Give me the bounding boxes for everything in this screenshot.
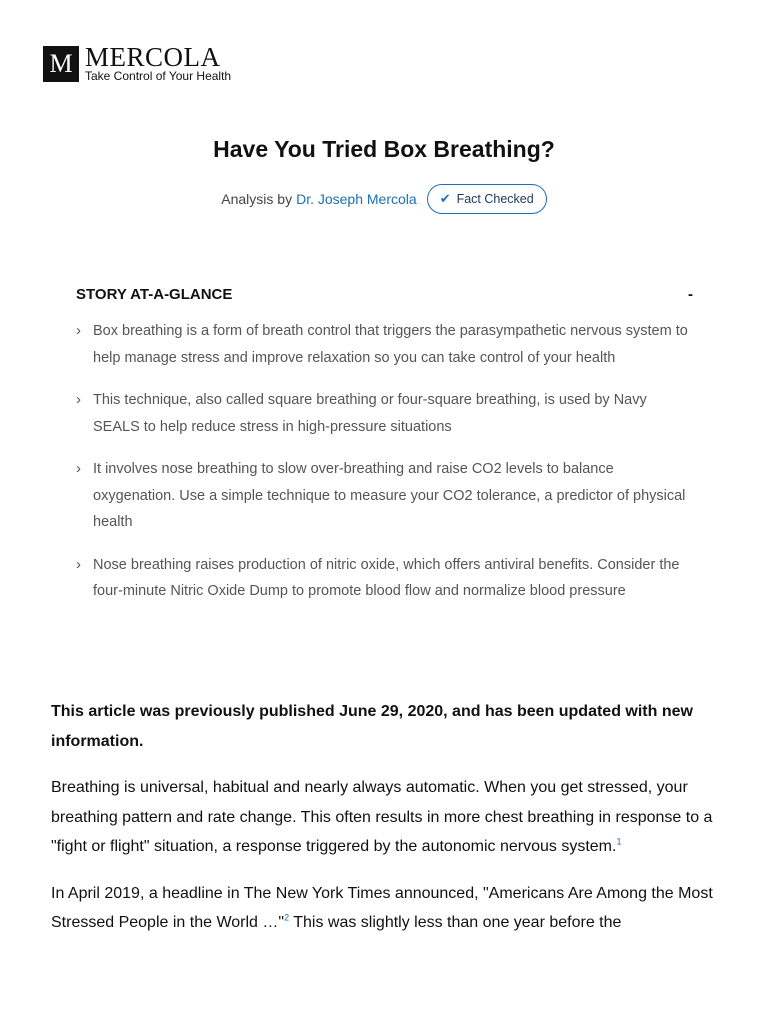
- logo-icon[interactable]: M: [43, 46, 79, 82]
- glance-list: [76, 318, 696, 621]
- glance-item-text: Nose breathing raises production of nitric oxide, which offers antiviral benefits. Consider the four-minute Nitric Oxide Dump to promote blood flow and normalize blood pressure: [93, 556, 680, 599]
- chevron-right-icon: ›: [76, 555, 81, 573]
- paragraph-text: This was slightly less than one year before the: [289, 914, 622, 931]
- paragraph: [51, 879, 721, 938]
- fact-checked-label: Fact Checked: [456, 192, 534, 206]
- glance-item-text: It involves nose breathing to slow over-breathing and raise CO2 levels to balance oxygenation. Use a simple technique to measure your CO2 tolerance, a predictor of physical health: [93, 461, 686, 530]
- glance-title: STORY AT-A-GLANCE: [76, 286, 233, 303]
- chevron-right-icon: ›: [76, 460, 81, 477]
- footnote-link[interactable]: 2: [284, 912, 290, 923]
- byline-prefix: Analysis by: [221, 191, 293, 207]
- brand-tagline: Take Control of Your Health: [85, 69, 232, 83]
- author-link[interactable]: Dr. Joseph Mercola: [296, 191, 417, 207]
- check-icon: ✔: [439, 191, 451, 206]
- footnote-link[interactable]: 1: [616, 836, 622, 847]
- brand-block[interactable]: [85, 42, 232, 83]
- list-item: [76, 552, 696, 605]
- update-note: This article was previously published June 29, 2020, and has been updated with new information.: [51, 703, 693, 750]
- list-item: [76, 387, 696, 440]
- article-title: Have You Tried Box Breathing?: [213, 136, 555, 162]
- glance-item-text: Box breathing is a form of breath control that triggers the parasympathetic nervous system to help manage stress and improve relaxation so you can take control of your health: [93, 323, 688, 366]
- paragraph-text: In April 2019, a headline in The New York Times announced, "Americans Are Among the Most Stressed People in the World …": [51, 884, 713, 931]
- byline: [0, 184, 768, 214]
- chevron-right-icon: ›: [76, 391, 81, 408]
- glance-header: [76, 286, 693, 303]
- collapse-toggle[interactable]: -: [688, 286, 693, 303]
- chevron-right-icon: ›: [76, 322, 81, 339]
- glance-item-text: This technique, also called square breathing or four-square breathing, is used by Navy SEALS to help reduce stress in high-pressure situations: [93, 392, 647, 435]
- list-item: [76, 318, 696, 371]
- list-item: [76, 456, 696, 536]
- paragraph: [51, 773, 721, 862]
- article-body: [51, 697, 721, 955]
- brand-name: MERCOLA: [85, 42, 221, 72]
- fact-checked-button[interactable]: [427, 184, 547, 214]
- paragraph-text: Breathing is universal, habitual and nearly always automatic. When you get stressed, your breathing pattern and rate change. This often results in more chest breathing in response to a "fight or flight" situation, a response triggered by the autonomic nervous system.: [51, 779, 713, 855]
- site-header: [43, 44, 231, 84]
